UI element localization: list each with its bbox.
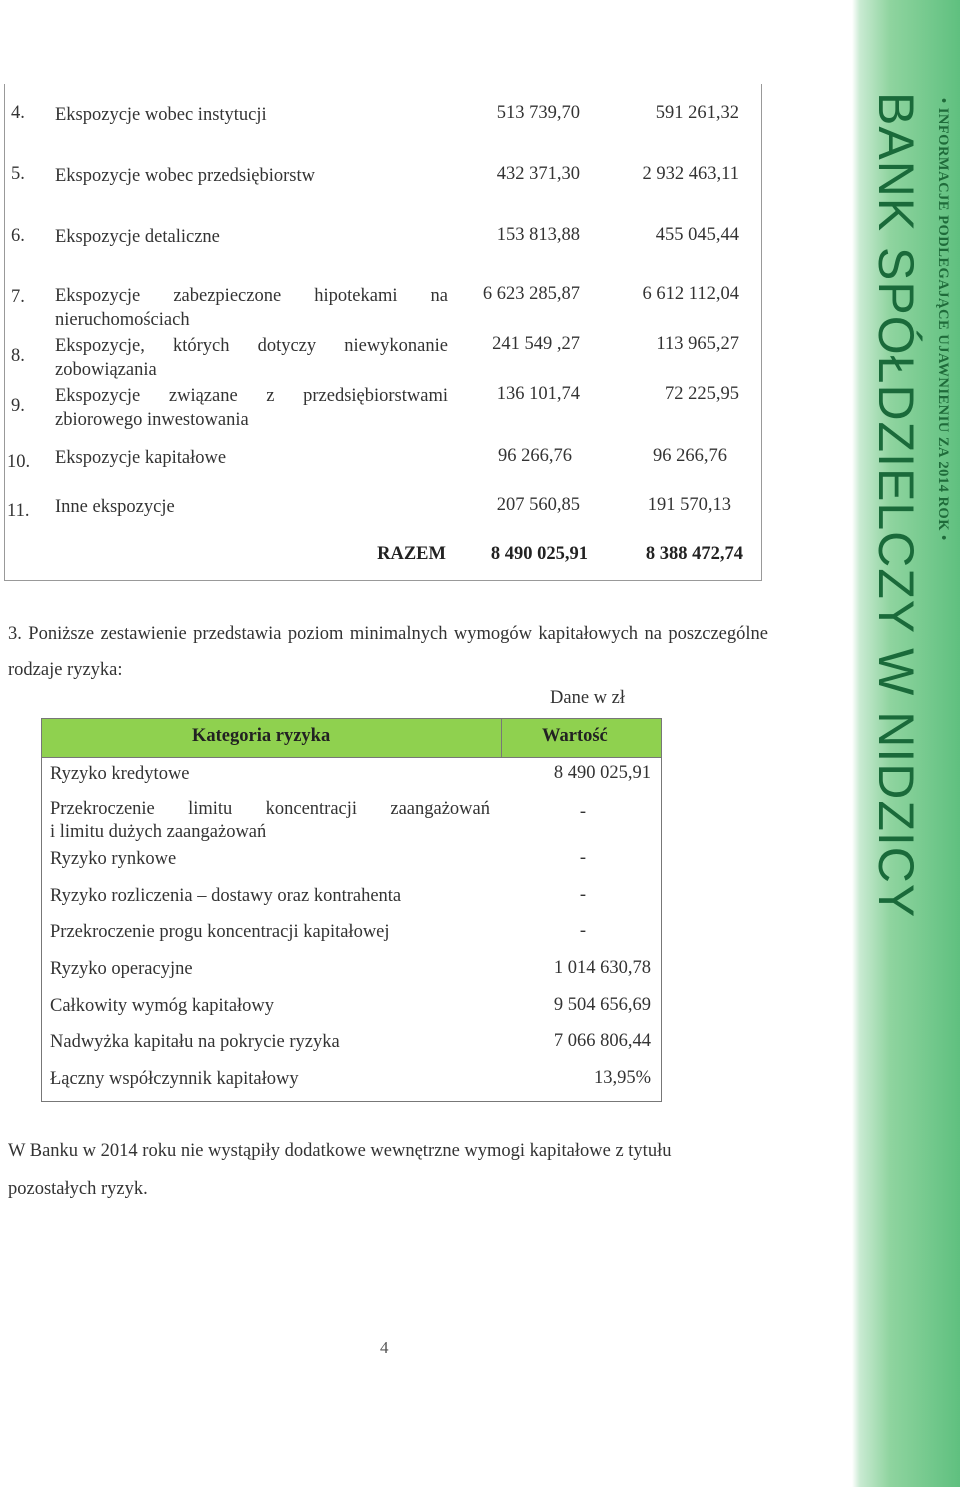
row-label: Inne ekspozycje bbox=[55, 497, 175, 517]
row-label-line-1: Ekspozycje związane z przedsiębiorstwami bbox=[55, 386, 448, 406]
risk-label: Ryzyko rynkowe bbox=[50, 849, 177, 869]
total-label: RAZEM bbox=[377, 544, 446, 564]
exposures-table bbox=[4, 84, 762, 581]
value-col-1: 207 560,85 bbox=[496, 495, 580, 515]
value-col-2: 591 261,32 bbox=[655, 103, 739, 123]
row-number: 9. bbox=[11, 396, 25, 416]
row-label: Ekspozycje kapitałowe bbox=[55, 448, 227, 468]
paragraph-3: 3. Poniższe zestawienie przedstawia poziom minimalnych wymogów kapitałowych na poszczególne rodzaje ryzyka: bbox=[8, 624, 768, 680]
value-col-1: 241 549 ,27 bbox=[492, 334, 580, 354]
value-col-1: 96 266,76 bbox=[498, 446, 572, 466]
total-value-2: 8 388 472,74 bbox=[645, 544, 743, 564]
row-label-line-2: zbiorowego inwestowania bbox=[55, 410, 249, 430]
row-number: 8. bbox=[11, 346, 25, 366]
value-col-1: 513 739,70 bbox=[496, 103, 580, 123]
row-number: 5. bbox=[11, 164, 25, 184]
risk-label: Łączny współczynnik kapitałowy bbox=[50, 1069, 299, 1089]
risk-label: Ryzyko rozliczenia – dostawy oraz kontrahenta bbox=[50, 886, 402, 906]
risk-label: Ryzyko operacyjne bbox=[50, 959, 193, 979]
value-col-2: 2 932 463,11 bbox=[642, 164, 739, 184]
row-label-line-1: Ekspozycje zabezpieczone hipotekami na bbox=[55, 286, 448, 306]
risk-label: Ryzyko kredytowe bbox=[50, 764, 190, 784]
value-col-2: 455 045,44 bbox=[655, 225, 739, 245]
risk-value: - bbox=[579, 848, 586, 868]
row-label-line-2: zobowiązania bbox=[55, 360, 157, 380]
risk-value: 13,95% bbox=[593, 1068, 651, 1088]
risk-table-header bbox=[42, 718, 661, 758]
header-value: Wartość bbox=[542, 726, 608, 746]
value-col-2: 96 266,76 bbox=[653, 446, 727, 466]
risk-value: 1 014 630,78 bbox=[553, 958, 651, 978]
risk-label-line-1: Przekroczenie limitu koncentracji zaangażowań bbox=[50, 799, 490, 819]
value-col-1: 6 623 285,87 bbox=[482, 284, 580, 304]
row-label bbox=[55, 384, 448, 432]
unit-note: Dane w zł bbox=[550, 688, 625, 708]
risk-value: 9 504 656,69 bbox=[553, 995, 651, 1015]
risk-label: Nadwyżka kapitału na pokrycie ryzyka bbox=[50, 1032, 340, 1052]
risk-label bbox=[50, 798, 490, 844]
value-col-2: 72 225,95 bbox=[665, 384, 739, 404]
row-label: Ekspozycje detaliczne bbox=[55, 227, 220, 247]
closing-paragraph: W Banku w 2014 roku nie wystąpiły dodatkowe wewnętrzne wymogi kapitałowe z tytułu pozostałych ryzyk. bbox=[8, 1141, 672, 1199]
risk-value: - bbox=[579, 802, 586, 822]
row-label bbox=[55, 334, 448, 382]
header-divider bbox=[501, 719, 502, 757]
value-col-1: 136 101,74 bbox=[496, 384, 580, 404]
value-col-1: 432 371,30 bbox=[496, 164, 580, 184]
value-col-1: 153 813,88 bbox=[496, 225, 580, 245]
bank-subtitle: • INFORMACJE PODLEGAJĄCE UJAWNIENIU ZA 2014 ROK • bbox=[935, 98, 951, 541]
risk-table bbox=[41, 718, 662, 1102]
value-col-2: 6 612 112,04 bbox=[642, 284, 739, 304]
header-category: Kategoria ryzyka bbox=[192, 726, 331, 746]
row-number: 7. bbox=[11, 287, 25, 307]
total-value-1: 8 490 025,91 bbox=[490, 544, 588, 564]
row-label bbox=[55, 284, 448, 332]
row-label-line-2: nieruchomościach bbox=[55, 310, 190, 330]
risk-label: Całkowity wymóg kapitałowy bbox=[50, 996, 275, 1016]
side-banner bbox=[850, 0, 960, 1487]
risk-value: - bbox=[579, 885, 586, 905]
row-label-line-1: Ekspozycje, których dotyczy niewykonanie bbox=[55, 336, 448, 356]
bank-title: BANK SPÓŁDZIELCZY W NIDZICY bbox=[868, 92, 924, 919]
row-label: Ekspozycje wobec instytucji bbox=[55, 105, 267, 125]
page-number: 4 bbox=[380, 1338, 389, 1357]
side-banner-text bbox=[850, 0, 960, 1487]
risk-value: - bbox=[579, 921, 586, 941]
risk-label-line-2: i limitu dużych zaangażowań bbox=[50, 822, 267, 842]
risk-label: Przekroczenie progu koncentracji kapitałowej bbox=[50, 922, 390, 942]
row-number: 4. bbox=[11, 103, 25, 123]
value-col-2: 113 965,27 bbox=[656, 334, 739, 354]
value-col-2: 191 570,13 bbox=[647, 495, 731, 515]
row-number: 10. bbox=[7, 452, 31, 472]
risk-value: 8 490 025,91 bbox=[553, 763, 651, 783]
risk-value: 7 066 806,44 bbox=[553, 1031, 651, 1051]
row-number: 11. bbox=[7, 501, 30, 521]
row-label: Ekspozycje wobec przedsiębiorstw bbox=[55, 166, 315, 186]
row-number: 6. bbox=[11, 226, 25, 246]
